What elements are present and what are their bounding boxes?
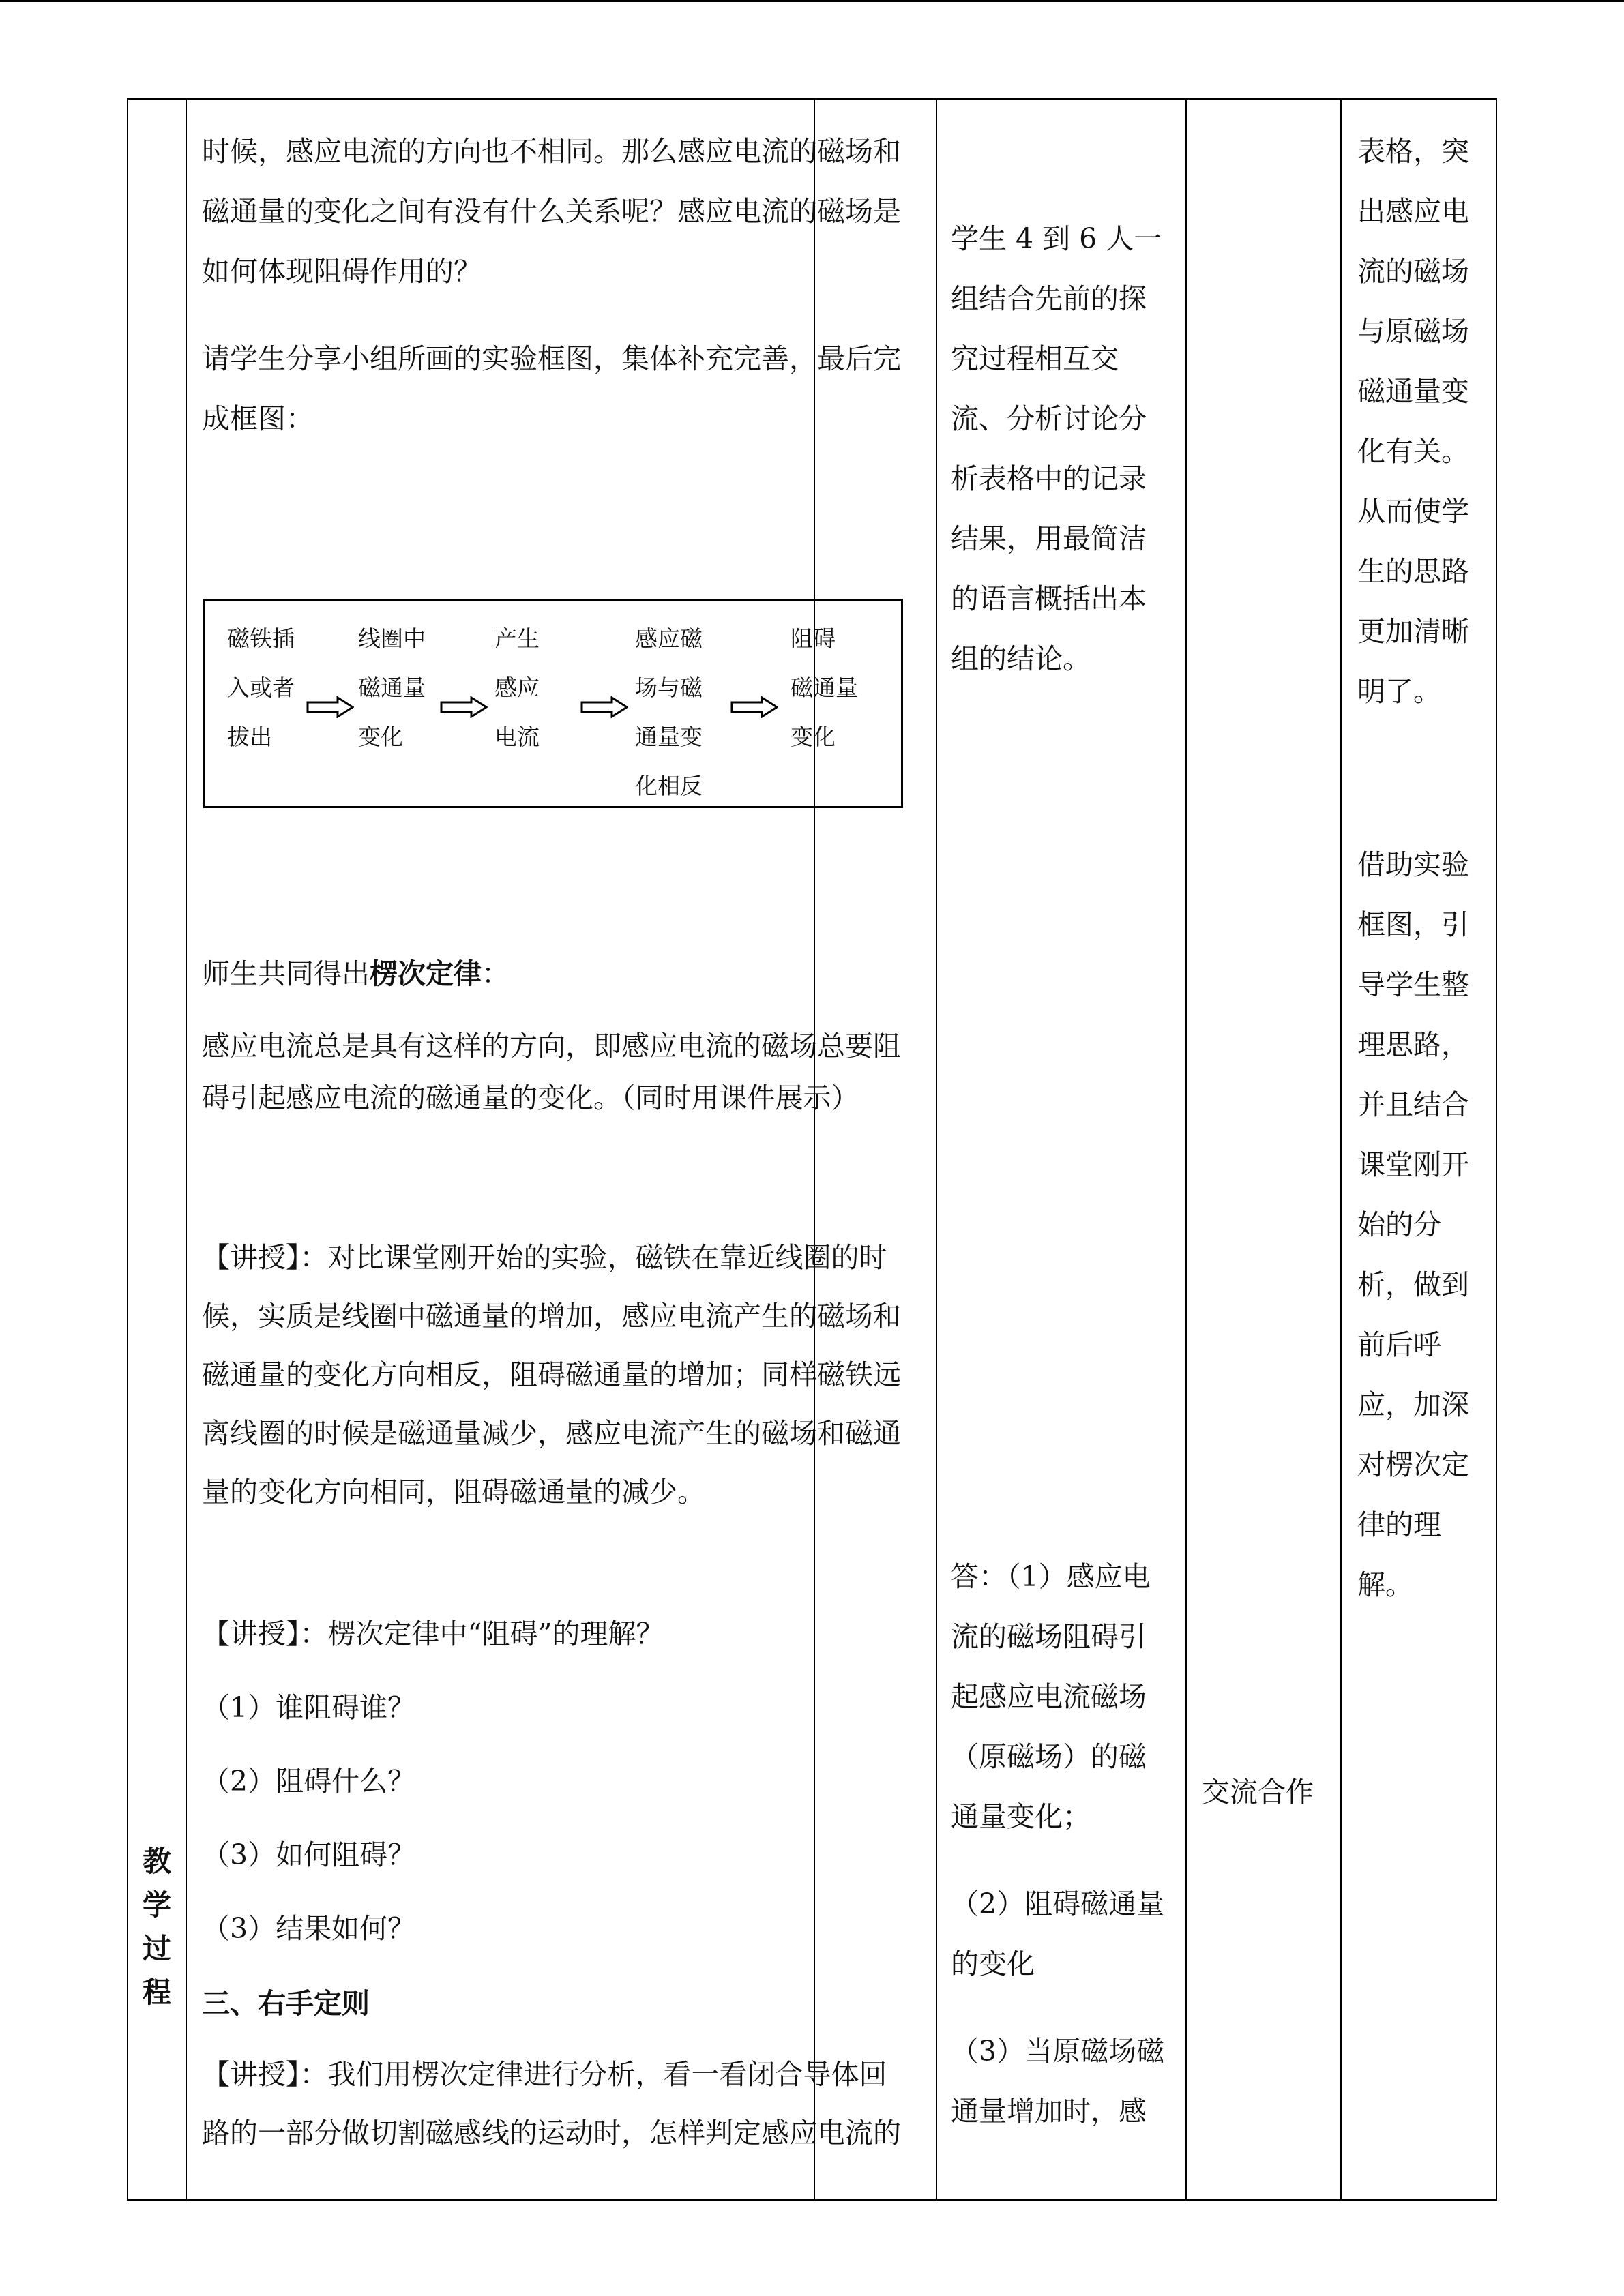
student-activity-line: 的语言概括出本 [951,582,1147,615]
lecture-line: 量的变化方向相同，阻碍磁通量的减少。 [202,1476,705,1508]
intent-line: 与原磁场 [1357,315,1469,348]
flow-arrow-icon [730,696,778,718]
law-text-line: 碍引起感应电流的磁通量的变化。（同时用课件展示） [202,1082,859,1114]
answer-line: 起感应电流磁场 [951,1680,1147,1713]
intent-line: 律的理 [1357,1508,1441,1541]
flow-node-line: 拔出 [227,724,272,750]
method-label: 交流合作 [1202,1776,1314,1808]
student-activity-line: 结果，用最简洁 [951,522,1147,555]
law-name: 楞次定律 [370,957,482,990]
col-divider-4 [1340,98,1342,2201]
row-label-char: 程 [142,1976,171,2009]
intent-line: 生的思路 [1357,555,1469,588]
student-activity-line: 组的结论。 [951,642,1091,675]
student-activity-line: 组结合先前的探 [951,282,1147,315]
row-label-teaching-process [140,1840,174,2014]
flow-node-opposite-field [635,614,703,808]
paragraph-line: 请学生分享小组所画的实验框图，集体补充完善，最后完 [202,342,901,375]
intent-line: 始的分 [1357,1208,1441,1241]
intent-line: 从而使学 [1357,495,1469,528]
lecture-question-intro: 【讲授】：楞次定律中“阻碍”的理解？ [202,1617,664,1650]
lecture-line: 离线圈的时候是磁通量减少，感应电流产生的磁场和磁通 [202,1417,901,1450]
col-divider-1 [186,98,187,2201]
intent-line: 化有关。 [1357,435,1469,468]
flow-node-line: 电流 [494,724,540,750]
law-intro [202,944,510,1004]
intent-line: 并且结合 [1357,1088,1469,1121]
question-item: （2）阻碍什么？ [202,1765,416,1798]
intent-line: 更加清晰 [1357,615,1469,648]
flow-node-line: 产生 [494,625,540,652]
flow-node-line: 入或者 [227,674,295,701]
intent-line: 出感应电 [1357,195,1469,228]
flow-node-line: 化相反 [635,773,703,799]
intent-line: 借助实验 [1357,848,1469,881]
flow-node-flux-change [358,614,426,762]
answer-line: （3）当原磁场磁 [951,2035,1165,2068]
intent-line: 应，加深 [1357,1388,1469,1421]
flow-node-magnet-move [227,614,295,762]
student-activity-line: 析表格中的记录 [951,462,1147,495]
question-item: （3）结果如何？ [202,1912,416,1945]
flow-node-line: 通量变 [635,724,703,750]
flow-arrow-icon [580,696,628,718]
col-divider-5 [1496,98,1497,2201]
flow-node-line: 场与磁 [635,674,703,701]
flow-node-line: 磁铁插 [227,625,295,652]
flow-node-line: 阻碍 [791,625,836,652]
row-label-char: 过 [142,1932,171,1965]
table-top-border [127,98,1497,100]
law-intro-prefix: 师生共同得出 [202,957,370,990]
flow-node-line: 变化 [791,724,836,750]
answer-line: 答：（1）感应电 [951,1560,1151,1593]
flow-node-oppose-flux [791,614,858,762]
col-divider-3 [1185,98,1187,2201]
intent-line: 框图，引 [1357,908,1469,941]
intent-line: 对楞次定 [1357,1448,1469,1481]
paragraph-line: 时候，感应电流的方向也不相同。那么感应电流的磁场和 [202,135,901,168]
flow-node-induced-current [494,614,540,762]
lecture-line: 【讲授】：我们用楞次定律进行分析，看一看闭合导体回 [202,2058,887,2091]
flow-node-line: 磁通量 [791,674,858,701]
intent-line: 明了。 [1357,675,1441,708]
answer-line: 流的磁场阻碍引 [951,1620,1147,1653]
flow-node-line: 变化 [358,724,403,750]
flow-node-line: 感应 [494,674,540,701]
lecture-line: 磁通量的变化方向相反，阻碍磁通量的增加；同样磁铁远 [202,1358,901,1391]
question-item: （1）谁阻碍谁？ [202,1691,416,1724]
lecture-line: 路的一部分做切割磁感线的运动时，怎样判定感应电流的 [202,2117,901,2149]
intent-line: 表格，突 [1357,135,1469,168]
answer-line: 通量增加时，感 [951,2095,1147,2128]
student-activity-line: 学生 4 到 6 人一 [951,222,1162,255]
law-text-line: 感应电流总是具有这样的方向，即感应电流的磁场总要阻 [202,1030,901,1062]
flow-arrow-icon [440,696,488,718]
intent-line: 析，做到 [1357,1268,1469,1301]
row-label-char: 教 [142,1845,171,1878]
experiment-flowchart [203,599,903,808]
paragraph-line: 成框图： [202,402,314,435]
intent-line: 流的磁场 [1357,255,1469,288]
student-activity-line: 流、分析讨论分 [951,402,1147,435]
paragraph-line: 磁通量的变化之间有没有什么关系呢？感应电流的磁场是 [202,195,901,228]
paragraph-line: 如何体现阻碍作用的？ [202,255,482,288]
law-intro-suffix: ： [482,957,510,990]
student-activity-line: 究过程相互交 [951,342,1119,375]
lecture-line: 【讲授】：对比课堂刚开始的实验，磁铁在靠近线圈的时 [202,1241,887,1274]
page-top-rule [0,0,1624,2]
row-label-char: 学 [142,1888,171,1922]
col-divider-2 [936,98,937,2201]
answer-line: （2）阻碍磁通量 [951,1888,1165,1920]
intent-line: 解。 [1357,1568,1413,1601]
answer-line: 的变化 [951,1948,1035,1980]
intent-line: 磁通量变 [1357,375,1469,408]
flow-arrow-icon [306,696,354,718]
intent-line: 前后呼 [1357,1328,1441,1361]
table-bottom-border [127,2199,1497,2201]
section-title: 三、右手定则 [202,1987,370,2020]
flow-node-line: 感应磁 [635,625,703,652]
intent-line: 理思路， [1357,1028,1469,1061]
answer-line: 通量变化； [951,1800,1091,1833]
lecture-line: 候，实质是线圈中磁通量的增加，感应电流产生的磁场和 [202,1300,901,1332]
flow-node-line: 磁通量 [358,674,426,701]
intent-line: 导学生整 [1357,968,1469,1001]
question-item: （3）如何阻碍？ [202,1838,416,1871]
intent-line: 课堂刚开 [1357,1148,1469,1181]
answer-line: （原磁场）的磁 [951,1740,1147,1773]
flow-node-line: 线圈中 [358,625,426,652]
